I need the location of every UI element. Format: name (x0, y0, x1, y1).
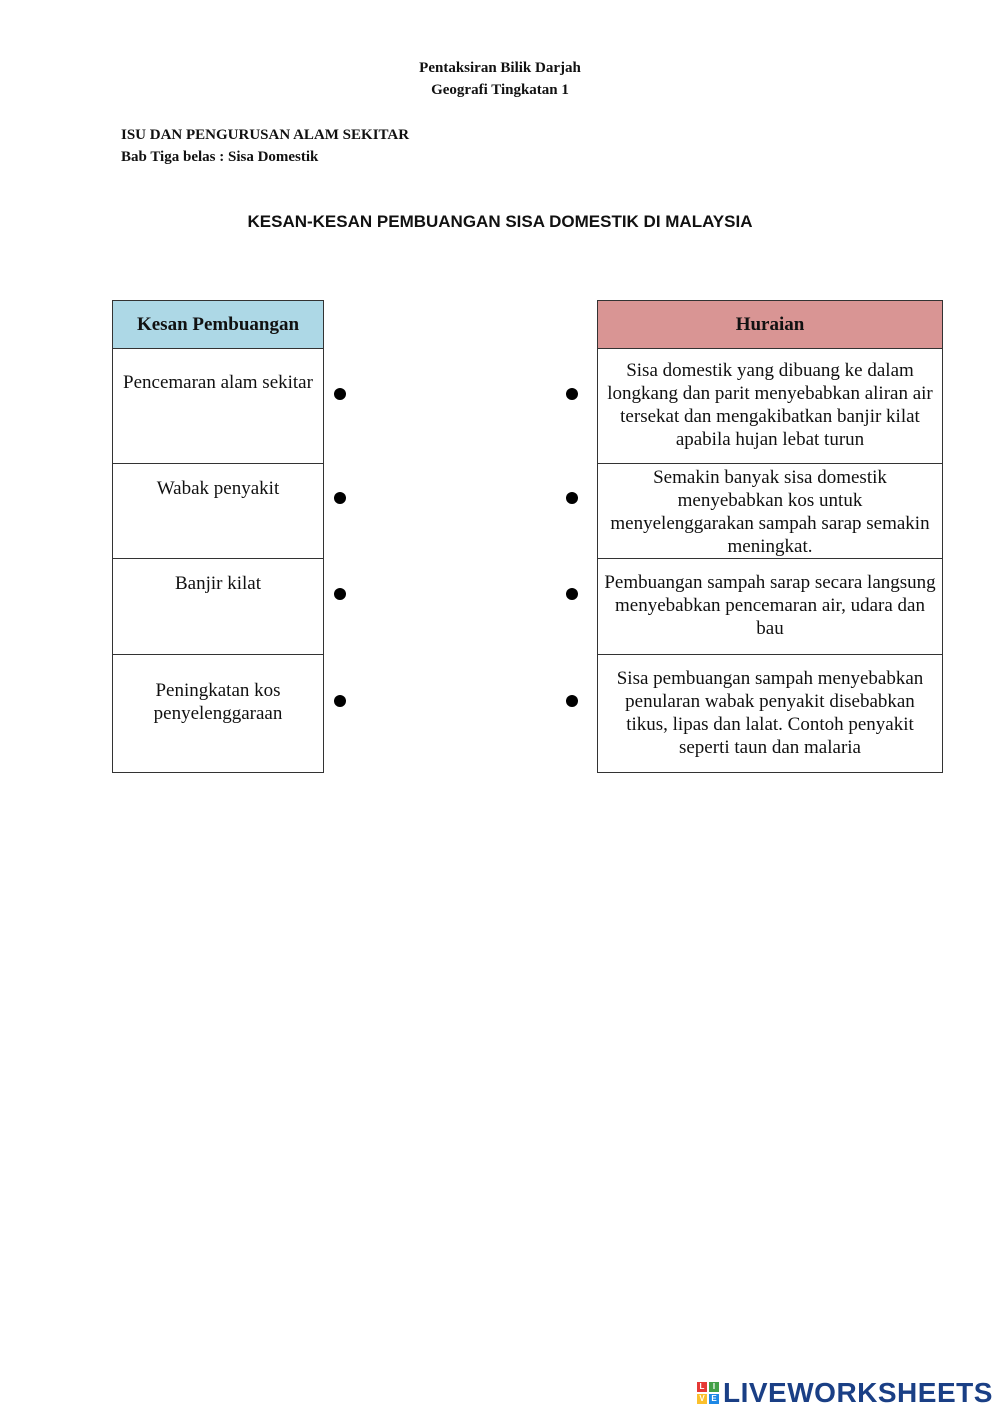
left-connector-dot-4[interactable] (334, 695, 346, 707)
left-connector-dot-3[interactable] (334, 588, 346, 600)
kesan-item-4: Peningkatan kos penyelenggaraan (112, 654, 324, 773)
kesan-item-1: Pencemaran alam sekitar (112, 348, 324, 464)
logo-letter-e: E (709, 1394, 719, 1404)
kesan-item-3: Banjir kilat (112, 558, 324, 655)
header-line-2: Geografi Tingkatan 1 (431, 82, 569, 98)
left-connector-dot-2[interactable] (334, 492, 346, 504)
kesan-item-2: Wabak penyakit (112, 463, 324, 559)
page-title: KESAN-KESAN PEMBUANGAN SISA DOMESTIK DI MALAYSIA (247, 212, 753, 231)
right-connector-dot-1[interactable] (566, 388, 578, 400)
huraian-item-2: Semakin banyak sisa domestik menyebabkan kos untuk menyelenggarakan sampah sarap semakin meningkat. (597, 463, 943, 559)
huraian-item-4: Sisa pembuangan sampah menyebabkan penularan wabak penyakit disebabkan tikus, lipas dan lalat. Contoh penyakit seperti taun dan malaria (597, 654, 943, 773)
liveworksheets-logo-icon (697, 1382, 719, 1404)
huraian-item-1: Sisa domestik yang dibuang ke dalam longkang dan parit menyebabkan aliran air tersekat dan mengakibatkan banjir kilat apabila hujan lebat turun (597, 348, 943, 464)
chapter-title: Bab Tiga belas : Sisa Domestik (121, 149, 319, 165)
logo-wordmark: LIVEWORKSHEETS (723, 1377, 993, 1408)
liveworksheets-logo (697, 1378, 993, 1408)
right-connector-dot-4[interactable] (566, 695, 578, 707)
topic-title: ISU DAN PENGURUSAN ALAM SEKITAR (121, 127, 410, 143)
right-connector-dot-3[interactable] (566, 588, 578, 600)
right-connector-dot-2[interactable] (566, 492, 578, 504)
header-line-1: Pentaksiran Bilik Darjah (419, 60, 581, 76)
huraian-item-3: Pembuangan sampah sarap secara langsung menyebabkan pencemaran air, udara dan bau (597, 558, 943, 655)
logo-letter-l: L (697, 1382, 707, 1392)
logo-letter-i: I (709, 1382, 719, 1392)
logo-letter-v: V (697, 1394, 707, 1404)
left-connector-dot-1[interactable] (334, 388, 346, 400)
huraian-header: Huraian (597, 300, 943, 349)
kesan-header: Kesan Pembuangan (112, 300, 324, 349)
